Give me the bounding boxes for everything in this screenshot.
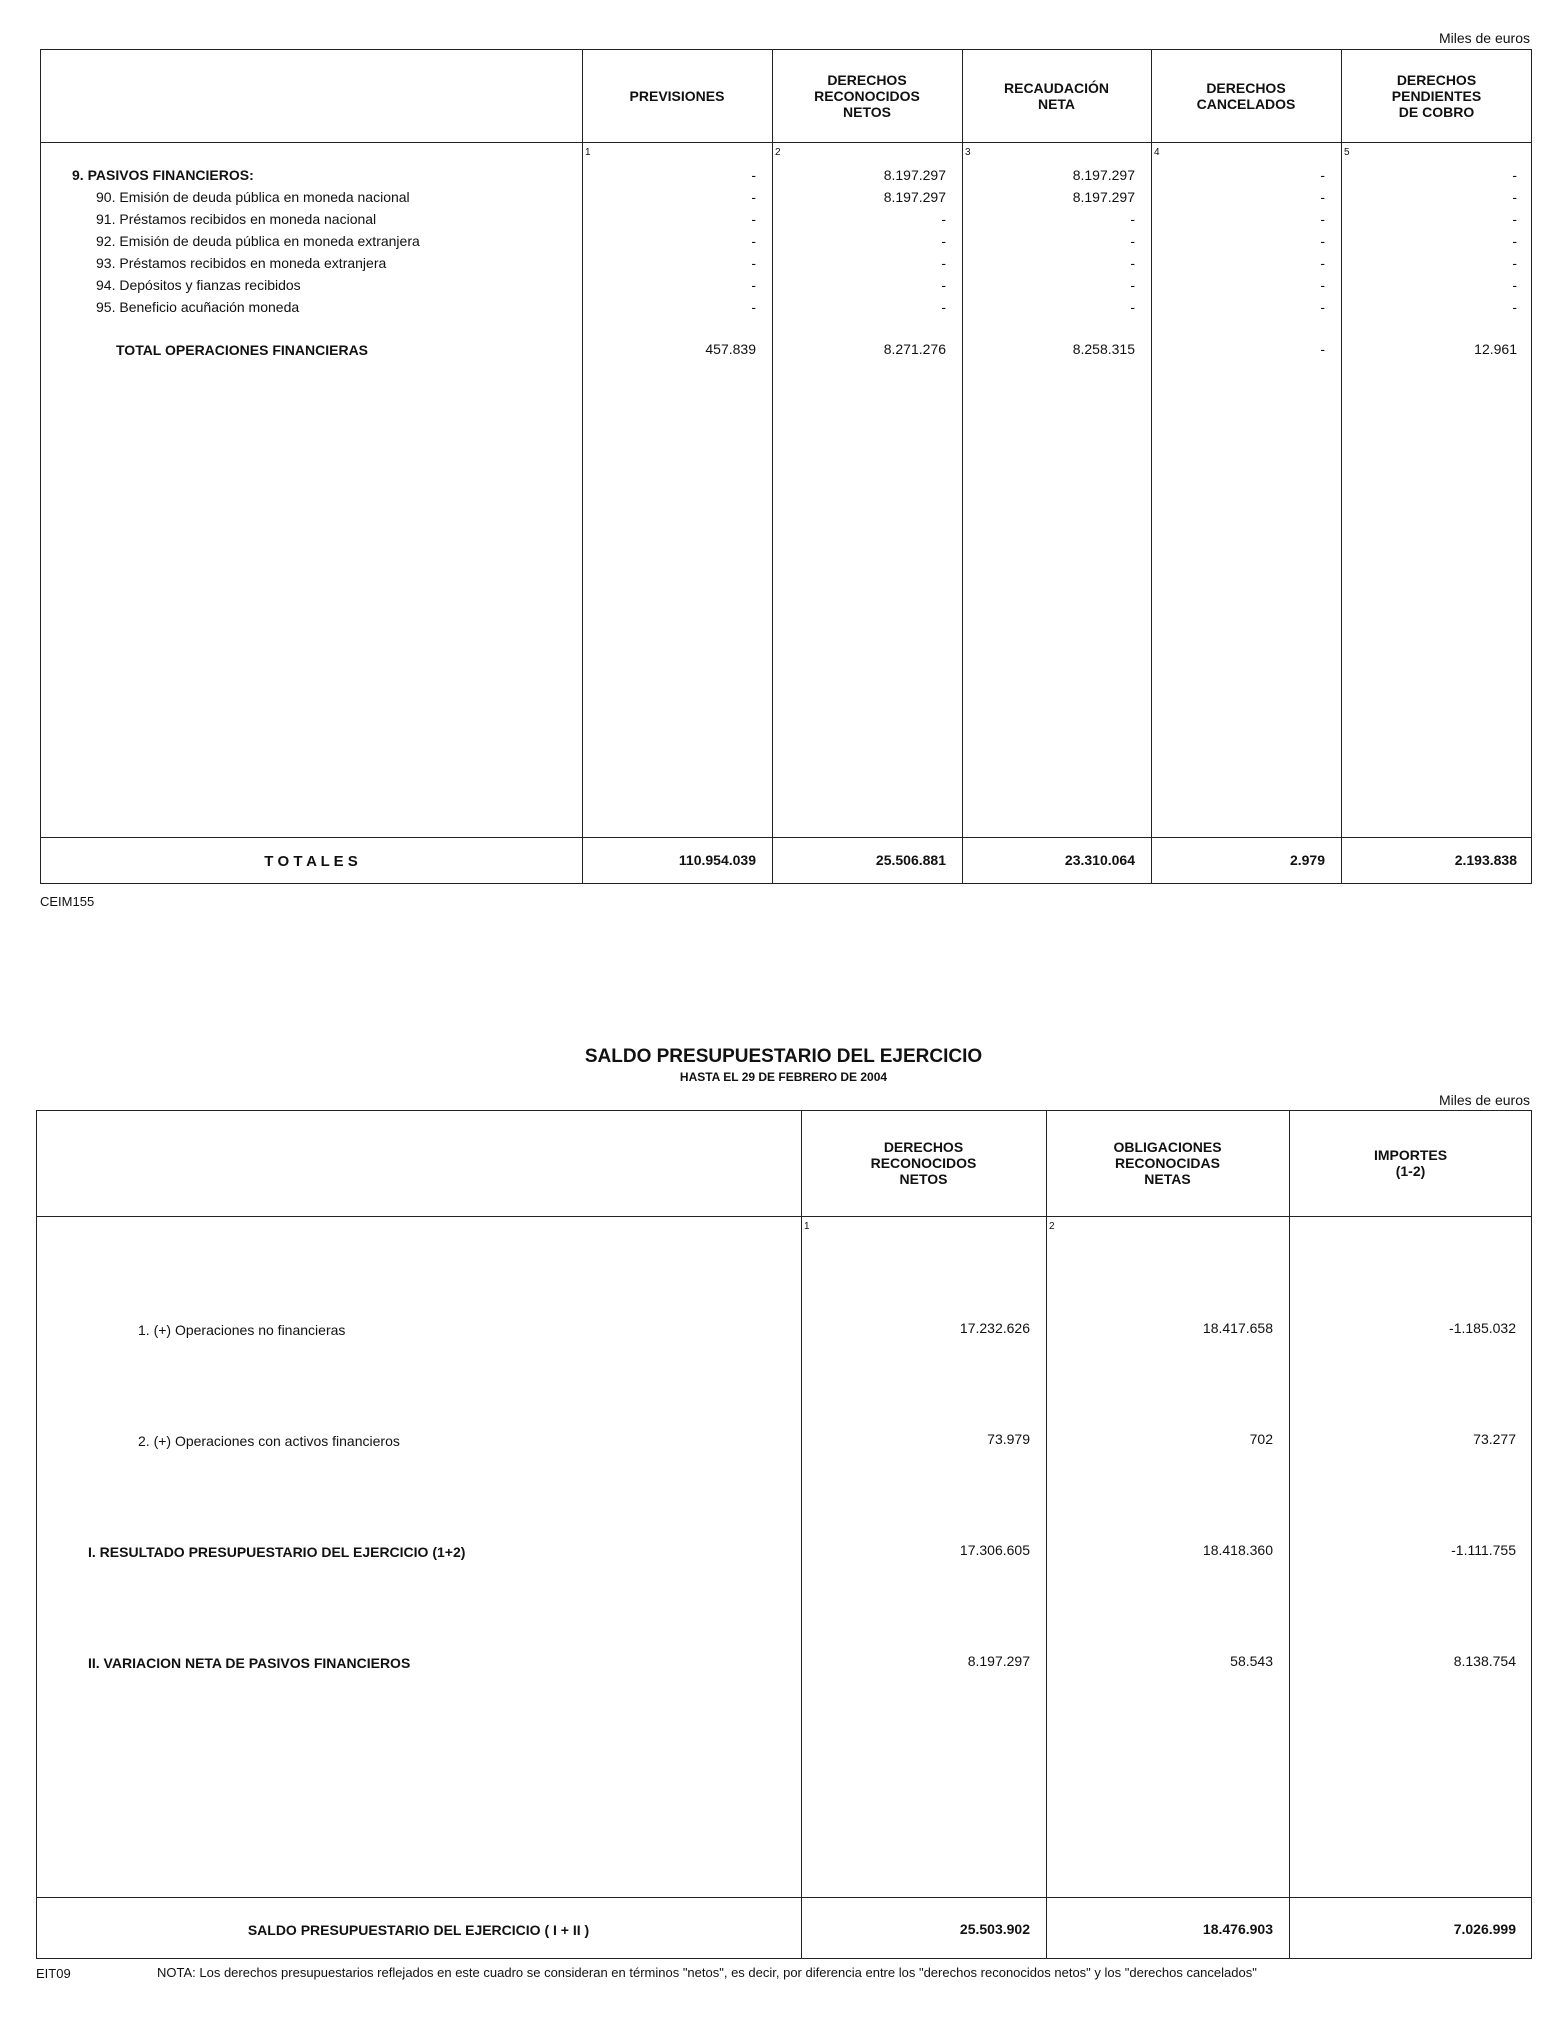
- cell-value: -: [1512, 299, 1517, 315]
- cell-value: -: [1512, 255, 1517, 271]
- cell-value: 73.979: [987, 1431, 1030, 1447]
- row-label: 2. (+) Operaciones con activos financieros: [138, 1433, 400, 1449]
- page-title: SALDO PRESUPUESTARIO DEL EJERCICIO: [584, 1046, 983, 1067]
- cell-value: -: [1130, 211, 1135, 227]
- col-header-recaudacion: RECAUDACIÓN NETA: [1004, 79, 1109, 112]
- form-code: EIT09: [36, 1966, 71, 1981]
- cell-value: -: [1320, 167, 1325, 183]
- col-number: 3: [965, 147, 971, 158]
- col-header-importes: IMPORTES (1-2): [1373, 1147, 1448, 1179]
- col-header-derechos-reconocidos: DERECHOS RECONOCIDOS NETOS: [814, 71, 920, 120]
- row-label: 90. Emisión de deuda pública en moneda nacional: [96, 189, 410, 205]
- cell-value: 18.418.360: [1202, 1542, 1273, 1558]
- cell-value: 58.543: [1230, 1653, 1273, 1669]
- cell-value: -: [751, 189, 756, 205]
- row-label: 95. Beneficio acuñación moneda: [96, 299, 300, 315]
- footnote: NOTA: Los derechos presupuestarios reflejados en este cuadro se consideran en términos "netos", es decir, por diferencia entre los "derechos reconocidos netos" y los "derechos cancelados": [157, 1965, 1257, 1980]
- cell-value: -: [1512, 277, 1517, 293]
- cell-value: -: [1320, 277, 1325, 293]
- row-label: 92. Emisión de deuda pública en moneda extranjera: [96, 233, 420, 249]
- cell-value: -: [1320, 211, 1325, 227]
- page-subtitle: HASTA EL 29 DE FEBRERO DE 2004: [679, 1070, 888, 1084]
- cell-value: -: [941, 211, 946, 227]
- col-header-cancelados: DERECHOS CANCELADOS: [1196, 79, 1296, 112]
- cell-value: -: [1320, 299, 1325, 315]
- totals-divider: [40, 837, 1532, 838]
- cell-value: 2.193.838: [1454, 852, 1517, 868]
- cell-value: -: [1130, 299, 1135, 315]
- cell-value: 8.197.297: [883, 189, 946, 205]
- cell-value: 8.138.754: [1453, 1653, 1516, 1669]
- col-number: 1: [804, 1221, 810, 1232]
- form-code: CEIM155: [40, 894, 95, 909]
- cell-value: -1.111.755: [1451, 1542, 1516, 1558]
- cell-value: 8.197.297: [883, 167, 946, 183]
- col-header-obligaciones: OBLIGACIONES RECONOCIDAS NETAS: [1113, 1139, 1222, 1187]
- totals-label: T O T A L E S: [264, 853, 358, 870]
- cell-value: -: [1512, 189, 1517, 205]
- cell-value: -: [751, 211, 756, 227]
- cell-value: -: [941, 299, 946, 315]
- cell-value: 73.277: [1473, 1431, 1516, 1447]
- cell-value: -: [1130, 233, 1135, 249]
- col-header-pendientes: DERECHOS PENDIENTES DE COBRO: [1391, 71, 1482, 120]
- header-divider: [36, 1216, 1532, 1217]
- col-number: 1: [585, 147, 591, 158]
- cell-value: -1.185.032: [1449, 1320, 1516, 1336]
- cell-value: 18.417.658: [1202, 1320, 1273, 1336]
- totals-label: SALDO PRESUPUESTARIO DEL EJERCICIO ( I + II ): [247, 1922, 590, 1938]
- cell-value: 457.839: [705, 341, 756, 357]
- col-number: 4: [1154, 147, 1160, 158]
- cell-value: -: [1512, 167, 1517, 183]
- cell-value: -: [941, 277, 946, 293]
- col-number: 2: [775, 147, 781, 158]
- row-label: 94. Depósitos y fianzas recibidos: [96, 277, 301, 293]
- cell-value: -: [751, 277, 756, 293]
- cell-value: 25.506.881: [875, 852, 946, 868]
- cell-value: 23.310.064: [1064, 852, 1135, 868]
- units-label: Miles de euros: [1438, 1092, 1530, 1108]
- cell-value: 8.197.297: [1072, 167, 1135, 183]
- col-number: 5: [1344, 147, 1350, 158]
- cell-value: 25.503.902: [959, 1921, 1030, 1937]
- row-label: II. VARIACION NETA DE PASIVOS FINANCIEROS: [88, 1655, 411, 1671]
- row-label: 1. (+) Operaciones no financieras: [138, 1322, 346, 1338]
- cell-value: 12.961: [1474, 341, 1517, 357]
- cell-value: -: [1130, 255, 1135, 271]
- cell-value: 17.306.605: [959, 1542, 1030, 1558]
- col-number: 2: [1049, 1221, 1055, 1232]
- cell-value: -: [941, 255, 946, 271]
- cell-value: -: [1320, 255, 1325, 271]
- cell-value: -: [1130, 277, 1135, 293]
- cell-value: -: [1320, 341, 1325, 357]
- cell-value: -: [1512, 233, 1517, 249]
- cell-value: -: [751, 255, 756, 271]
- cell-value: 17.232.626: [959, 1320, 1030, 1336]
- row-label: 93. Préstamos recibidos en moneda extranjera: [96, 255, 387, 271]
- lower-table: [36, 1110, 1532, 1959]
- col-header-derechos: DERECHOS RECONOCIDOS NETOS: [870, 1139, 977, 1187]
- cell-value: 8.271.276: [883, 341, 946, 357]
- cell-value: -: [1320, 233, 1325, 249]
- cell-value: 2.979: [1289, 852, 1325, 868]
- cell-value: 8.197.297: [967, 1653, 1030, 1669]
- cell-value: -: [751, 299, 756, 315]
- cell-value: 8.258.315: [1072, 341, 1135, 357]
- cell-value: 18.476.903: [1202, 1921, 1273, 1937]
- cell-value: -: [751, 167, 756, 183]
- cell-value: 110.954.039: [678, 852, 756, 868]
- cell-value: -: [941, 233, 946, 249]
- cell-value: 702: [1249, 1431, 1273, 1447]
- cell-value: 7.026.999: [1453, 1921, 1516, 1937]
- row-label: I. RESULTADO PRESUPUESTARIO DEL EJERCICIO (1+2): [88, 1544, 466, 1560]
- cell-value: -: [1320, 189, 1325, 205]
- section-label: 9. PASIVOS FINANCIEROS:: [72, 167, 254, 183]
- cell-value: 8.197.297: [1072, 189, 1135, 205]
- totals-divider: [36, 1897, 1532, 1898]
- cell-value: -: [1512, 211, 1517, 227]
- subtotal-label: TOTAL OPERACIONES FINANCIERAS: [116, 342, 369, 358]
- header-divider: [40, 142, 1532, 143]
- col-header-previsiones: PREVISIONES: [629, 87, 725, 104]
- units-label: Miles de euros: [1438, 30, 1530, 46]
- cell-value: -: [751, 233, 756, 249]
- row-label: 91. Préstamos recibidos en moneda nacional: [96, 211, 377, 227]
